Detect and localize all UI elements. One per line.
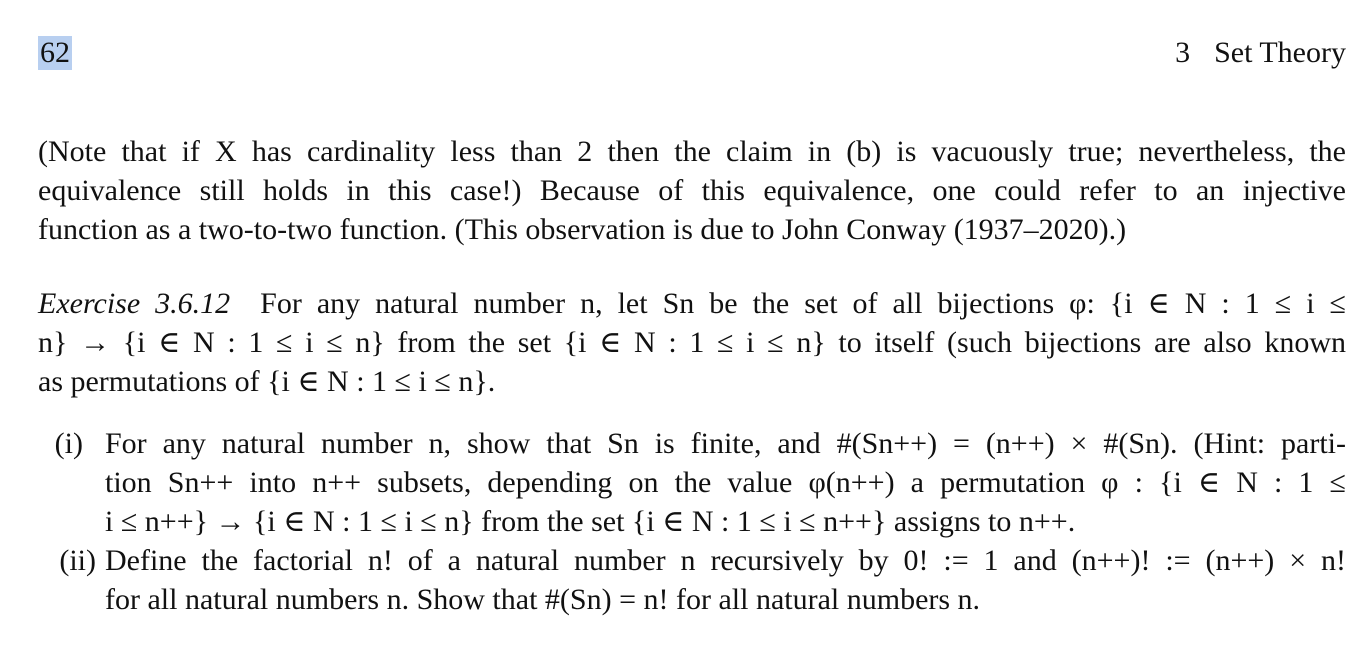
note-paragraph: [38, 132, 1346, 249]
exercise-line-3: as permutations of {i ∈ N : 1 ≤ i ≤ n}.: [38, 365, 496, 398]
running-head: [1175, 36, 1346, 70]
exercise-line-1: [38, 284, 1346, 323]
item-ii: [38, 541, 1346, 619]
exercise-label: Exercise 3.6.12: [38, 287, 231, 320]
item-i: [38, 424, 1346, 541]
exercise-text-1: For any natural number n, let Sn be the set of all bijections φ: {i ∈ N : 1 ≤ i ≤: [260, 287, 1347, 320]
exercise-items: [38, 424, 1346, 619]
page-number: 62: [40, 36, 70, 69]
item-line: i ≤ n++} → {i ∈ N : 1 ≤ i ≤ n} from the set {i ∈ N : 1 ≤ i ≤ n++} assigns to n++.: [105, 505, 1076, 538]
item-line: for all natural numbers n. Show that #(Sn) = n! for all natural numbers n.: [105, 583, 981, 616]
item-line: tion Sn++ into n++ subsets, depending on the value φ(n++) a permutation φ : {i ∈ N : 1 ≤: [105, 466, 1346, 499]
item-label: (i): [54, 427, 83, 460]
exercise-line-2: n} → {i ∈ N : 1 ≤ i ≤ n} from the set {i ∈ N : 1 ≤ i ≤ n} to itself (such bijections are also known: [38, 326, 1346, 359]
item-label: (ii): [59, 544, 96, 577]
exercise-block: [38, 284, 1346, 401]
chapter-number: 3: [1175, 36, 1191, 69]
note-line-3: function as a two-to-two function. (This observation is due to John Conway (1937–2020).): [38, 213, 1127, 246]
note-line-2: equivalence still holds in this case!) Because of this equivalence, one could refer to an injective: [38, 174, 1346, 207]
item-line: Define the factorial n! of a natural number n recursively by 0! := 1 and (n++)! := (n++) × n!: [105, 544, 1346, 577]
note-line-1: (Note that if X has cardinality less than 2 then the claim in (b) is vacuously true; nevertheless, the: [38, 135, 1346, 168]
item-line: For any natural number n, show that Sn is finite, and #(Sn++) = (n++) × #(Sn). (Hint: parti-: [105, 427, 1346, 460]
chapter-title: Set Theory: [1214, 36, 1346, 69]
